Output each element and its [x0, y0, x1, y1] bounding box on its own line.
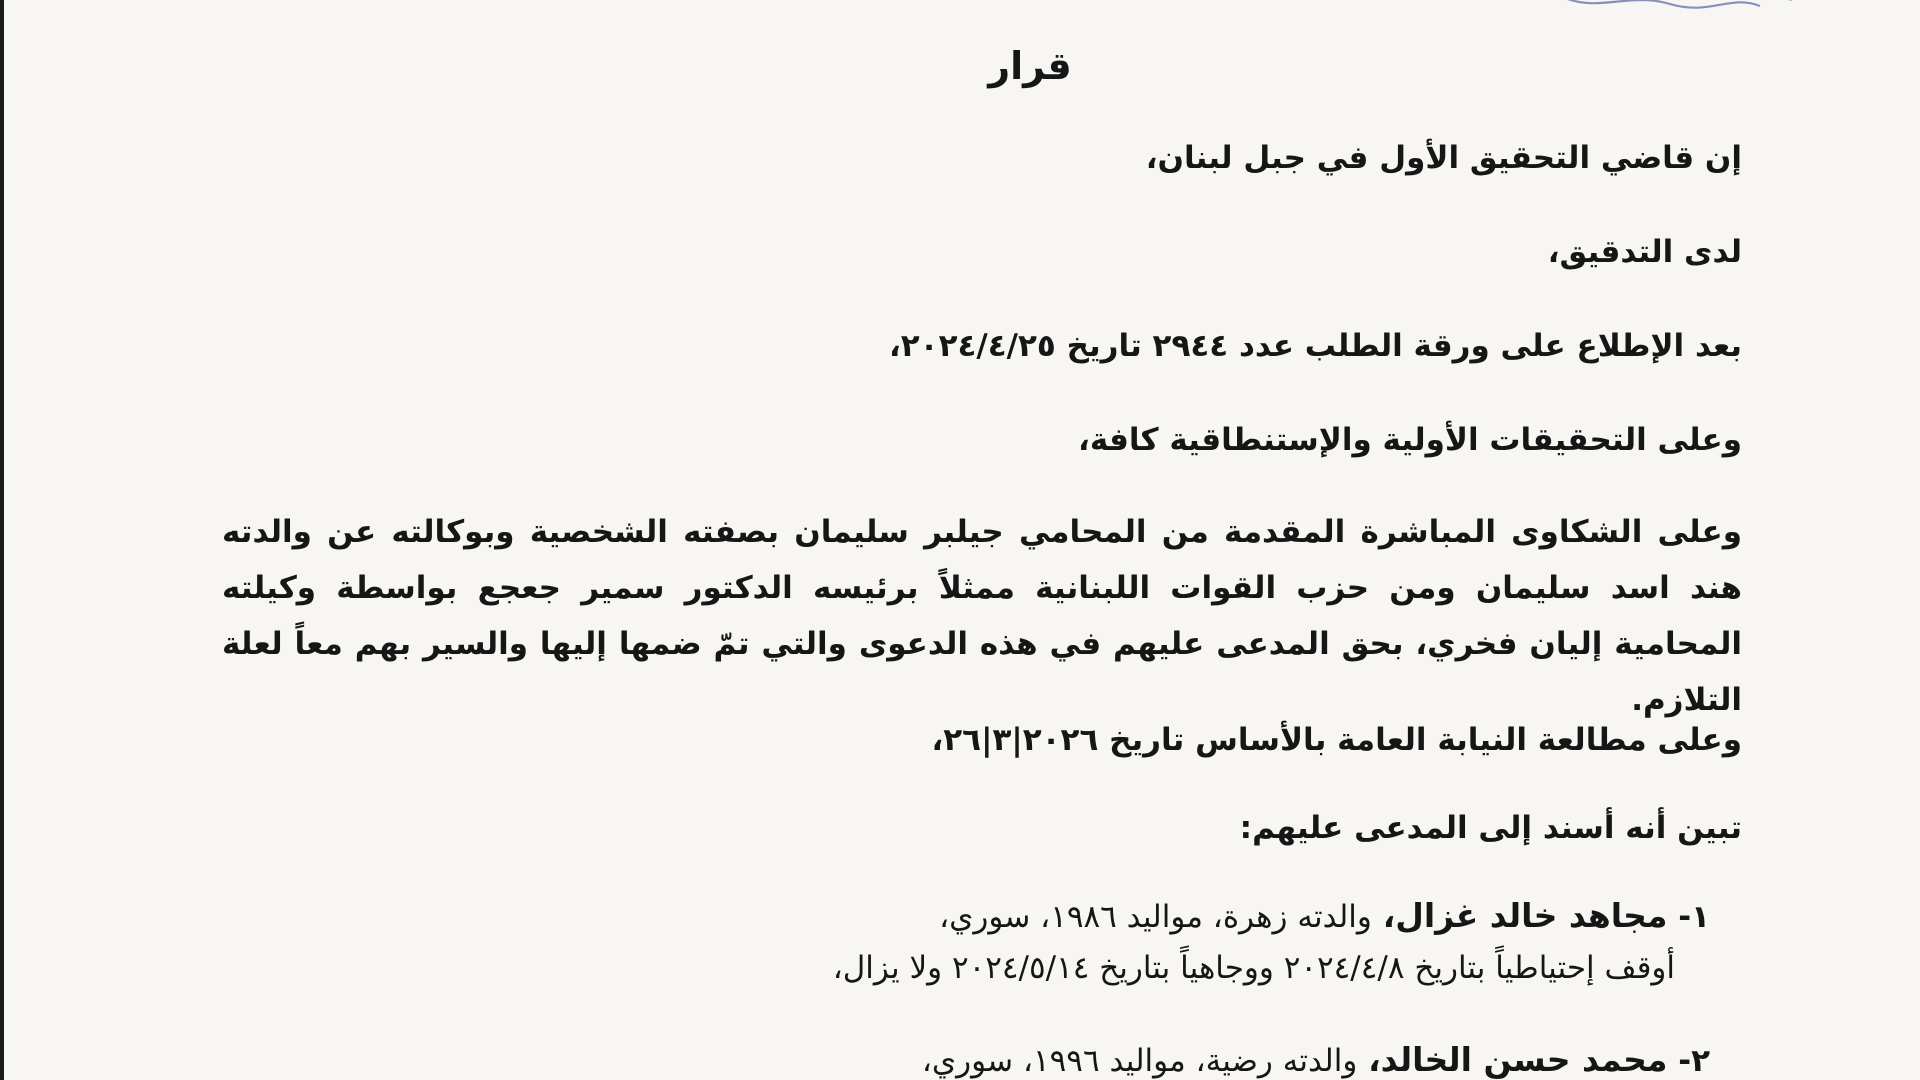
defendant-2-details: والدته رضية، مواليد ١٩٩٦، سوري،: [921, 1043, 1358, 1079]
defendant-1-line: [939, 892, 1710, 941]
judge-intro-line: إن قاضي التحقيق الأول في جبل لبنان،: [1145, 140, 1742, 176]
signature-fragment: [1560, 0, 1800, 14]
prosecution-line: وعلى مطالعة النيابة العامة بالأساس تاريخ ٢٠٢٦|٣|٢٦،: [931, 722, 1742, 758]
defendant-2-number: ٢-: [1678, 1043, 1710, 1079]
request-reference-line: بعد الإطلاع على ورقة الطلب عدد ٢٩٤٤ تاريخ ٢٠٢٤/٤/٢٥،: [888, 328, 1742, 364]
scan-left-edge: [0, 0, 4, 1080]
document-title: قرار: [988, 44, 1072, 88]
defendant-1-details: والدته زهرة، مواليد ١٩٨٦، سوري،: [939, 899, 1372, 935]
charges-intro-line: تبين أنه أسند إلى المدعى عليهم:: [1239, 810, 1742, 846]
defendant-2-name: محمد حسن الخالد،: [1368, 1040, 1668, 1079]
review-line: لدى التدقيق،: [1547, 234, 1742, 270]
defendant-1-name: مجاهد خالد غزال،: [1382, 896, 1668, 935]
complaints-paragraph: وعلى الشكاوى المباشرة المقدمة من المحامي جيلبر سليمان بصفته الشخصية وبوكالته عن والدته هند اسد سليمان ومن حزب القوات اللبنانية ممثلاً برئيسه الدكتور سمير جعجع بواسطة وكيلته المحامية إليان فخري، بحق المدعى عليهم في هذه الدعوى والتي تمّ ضمها إليها والسير بهم معاً لعلة التلازم.: [222, 514, 1742, 718]
defendant-1-detention: أوقف إحتياطياً بتاريخ ٢٠٢٤/٤/٨ ووجاهياً بتاريخ ٢٠٢٤/٥/١٤ ولا يزال،: [832, 950, 1675, 986]
defendant-1-number: ١-: [1678, 899, 1710, 935]
defendant-2-line: [922, 1036, 1710, 1080]
investigations-line: وعلى التحقيقات الأولية والإستنطاقية كافة،: [1078, 422, 1742, 458]
